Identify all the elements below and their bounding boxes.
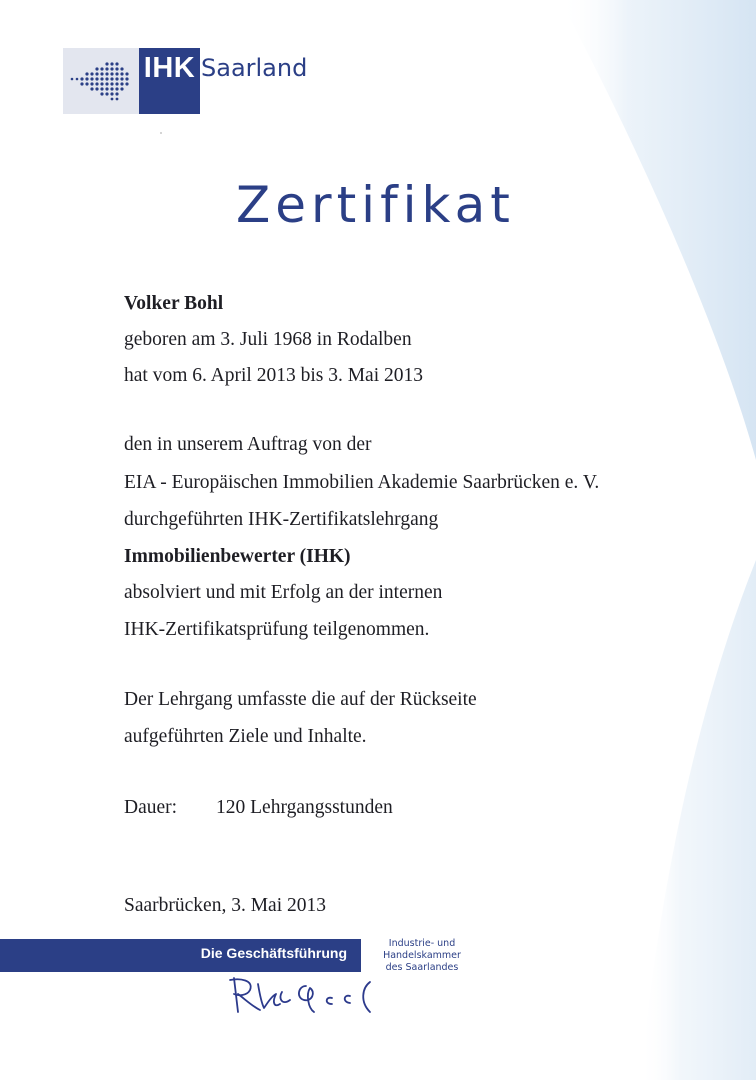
chamber-name xyxy=(372,938,472,974)
completion-line: IHK-Zertifikatsprüfung teilgenommen. xyxy=(124,619,430,640)
certificate-title: Zertifikat xyxy=(236,176,515,234)
handwritten-signature-icon xyxy=(220,972,390,1022)
chamber-line: Industrie- und xyxy=(388,938,456,949)
place-date: Saarbrücken, 3. Mai 2013 xyxy=(124,895,326,916)
holder-name: Volker Bohl xyxy=(124,293,224,314)
birth-line: geboren am 3. Juli 1968 in Rodalben xyxy=(124,329,412,350)
body-line: EIA - Europäischen Immobilien Akademie Saarbrücken e. V. xyxy=(124,472,600,493)
saarland-map-dots-icon xyxy=(67,60,135,104)
period-line: hat vom 6. April 2013 bis 3. Mai 2013 xyxy=(124,365,423,386)
ihk-saarland-logo xyxy=(63,48,312,114)
body-line: durchgeführten IHK-Zertifikatslehrgang xyxy=(124,509,439,530)
duration-label: Dauer: xyxy=(124,797,178,818)
body-line: den in unserem Auftrag von der xyxy=(124,434,372,455)
management-band xyxy=(0,939,361,972)
completion-line: absolviert und mit Erfolg an der internen xyxy=(124,582,443,603)
content-line: Der Lehrgang umfasste die auf der Rückseite xyxy=(124,689,477,710)
paper-speck xyxy=(160,132,162,134)
chamber-line: Handelskammer xyxy=(383,950,461,961)
duration-row xyxy=(124,796,177,820)
chamber-line: des Saarlandes xyxy=(385,962,459,973)
logo-region-name: Saarland xyxy=(201,54,308,82)
logo-abbreviation: IHK xyxy=(143,52,196,84)
course-title: Immobilienbewerter (IHK) xyxy=(124,546,351,567)
duration-value: 120 Lehrgangsstunden xyxy=(216,797,393,818)
management-label: Die Geschäftsführung xyxy=(200,945,347,961)
content-line: aufgeführten Ziele und Inhalte. xyxy=(124,726,367,747)
